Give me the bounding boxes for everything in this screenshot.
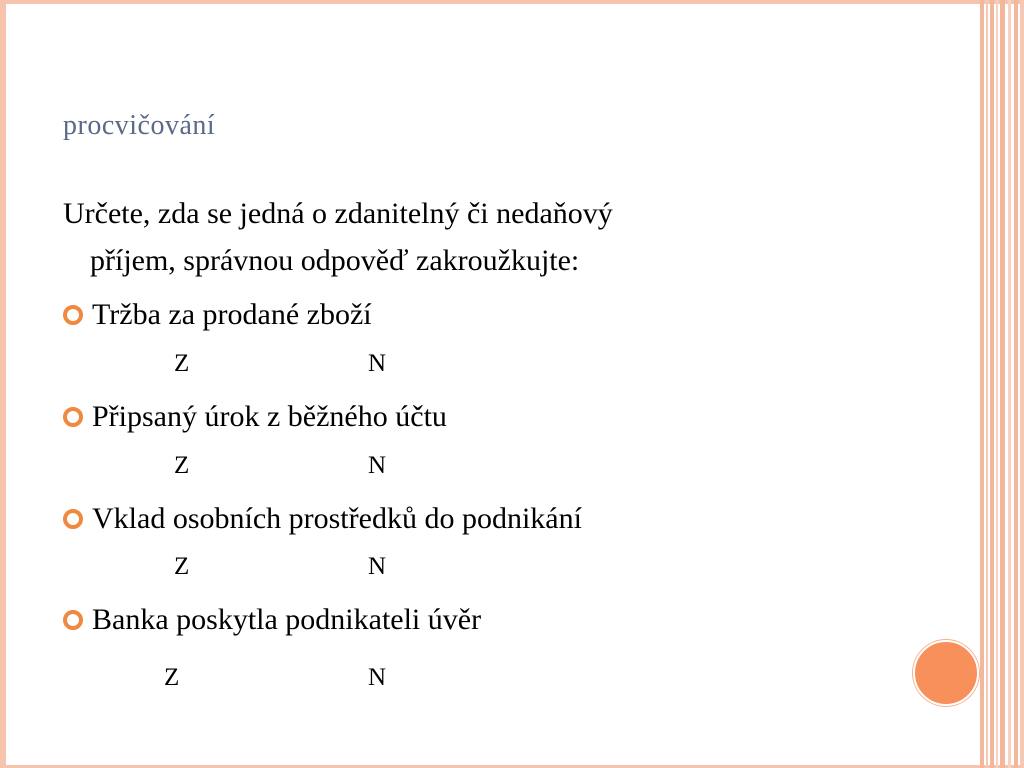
list-item bbox=[63, 295, 372, 335]
list-item bbox=[63, 397, 447, 437]
item-label: Vklad osobních prostředků do podnikání bbox=[92, 502, 582, 535]
top-border bbox=[0, 0, 1024, 4]
decorative-stripe bbox=[1008, 0, 1011, 768]
item-label: Tržba za prodané zboží bbox=[92, 298, 372, 331]
bullet-icon bbox=[63, 509, 83, 529]
decorative-stripe bbox=[980, 0, 984, 768]
item-label: Připsaný úrok z běžného účtu bbox=[92, 400, 447, 433]
intro-text bbox=[63, 190, 823, 284]
decorative-stripe bbox=[996, 0, 998, 768]
bullet-icon bbox=[63, 610, 83, 630]
item-label: Banka poskytla podnikateli úvěr bbox=[92, 603, 482, 636]
option-z[interactable]: Z bbox=[174, 350, 190, 377]
intro-line-1: Určete, zda se jedná o zdanitelný či nedaňový bbox=[63, 197, 613, 230]
bullet-icon bbox=[63, 407, 83, 427]
decorative-circle bbox=[913, 640, 979, 706]
bullet-icon bbox=[63, 305, 83, 325]
decorative-stripe bbox=[990, 0, 994, 768]
decorative-stripe bbox=[986, 0, 988, 768]
decorative-stripe bbox=[1020, 0, 1024, 768]
list-item bbox=[63, 600, 481, 640]
decorative-stripe bbox=[1014, 0, 1018, 768]
list-item bbox=[63, 499, 582, 539]
option-n[interactable]: N bbox=[368, 553, 387, 580]
option-z[interactable]: Z bbox=[174, 452, 190, 479]
option-n[interactable]: N bbox=[368, 452, 387, 479]
left-border bbox=[0, 0, 6, 768]
decorative-stripe bbox=[1000, 0, 1005, 768]
intro-line-2: příjem, správnou odpověď zakroužkujte: bbox=[90, 244, 580, 277]
slide-title: procvičování bbox=[63, 110, 216, 141]
option-z[interactable]: Z bbox=[174, 553, 190, 580]
option-n[interactable]: N bbox=[368, 664, 387, 691]
option-n[interactable]: N bbox=[368, 350, 387, 377]
option-z[interactable]: Z bbox=[164, 664, 180, 691]
